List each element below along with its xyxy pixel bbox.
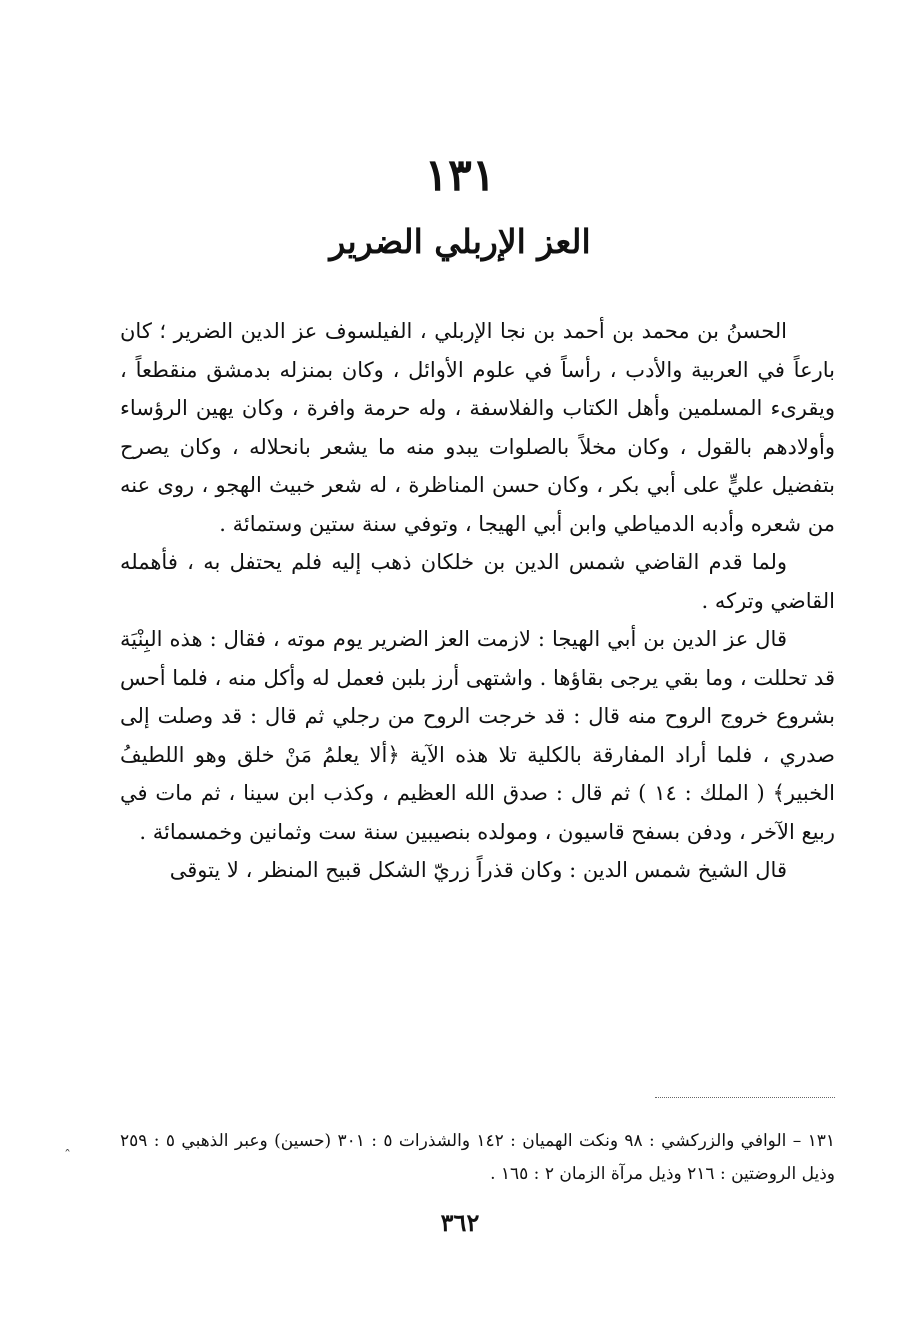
entry-title: العز الإربلي الضرير xyxy=(329,222,591,261)
paragraph: الحسنُ بن محمد بن أحمد بن نجا الإربلي ، الفيلسوف عز الدين الضرير ؛ كان بارعاً في العربية والأدب ، رأساً في علوم الأوائل ، وكان بمنزله بدمشق منقطعاً ، ويقرىء المسلمين وأهل الكتاب والفلاسفة ، وله حرمة وافرة ، وكان يهين الرؤساء وأولادهم بالقول ، وكان مخلاً بالصلوات يبدو منه ما يشعر بانحلاله ، وكان يصرح بتفضيل عليٍّ على أبي بكر ، وكان حسن المناظرة ، له شعر خبيث الهجو ، روى عنه من شعره وأدبه الدمياطي وابن أبي الهيجا ، وتوفي سنة ستين وستمائة . xyxy=(120,319,835,536)
page-number: ٣٦٢ xyxy=(440,1208,480,1237)
footnote: ١٣١ – الوافي والزركشي : ٩٨ ونكت الهميان : ١٤٢ والشذرات ٥ : ٣٠١ (حسين) وعبر الذهبي ٥ : ٢٥٩ وذيل الروضتين : ٢١٦ وذيل مرآة الزمان ٢ : ١٦٥ . xyxy=(120,1131,836,1184)
body-text xyxy=(120,312,835,890)
paragraph: ولما قدم القاضي شمس الدين بن خلكان ذهب إليه فلم يحتفل به ، فأهمله القاضي وتركه . xyxy=(120,550,835,613)
entry-number: ١٣١ xyxy=(424,150,496,201)
paragraph: قال الشيخ شمس الدين : وكان قذراً زريّ الشكل قبيح المنظر ، لا يتوقى xyxy=(169,858,787,882)
paragraph: قال عز الدين بن أبي الهيجا : لازمت العز الضرير يوم موته ، فقال : هذه البِنْيَة قد تحللت ، وما بقي يرجى بقاؤها . واشتهى أرز بلبن فعمل له وأكل منه ، فلما أحس بشروع خروج الروح منه قال : قد خرجت الروح من رجلي ثم قال : قد وصلت إلى صدري ، فلما أراد المفارقة بالكلية تلا هذه الآية ﴿ألا يعلمُ مَنْ خلق وهو اللطيفُ الخبير﴾ ( الملك : ١٤ ) ثم قال : صدق الله العظيم ، وكذب ابن سينا ، ثم مات في ربيع الآخر ، ودفن بسفح قاسيون ، ومولده بنصيبين سنة ست وثمانين وخمسمائة . xyxy=(120,627,835,844)
margin-mark-icon: ˆ xyxy=(64,1148,71,1164)
footnote-divider xyxy=(655,1097,835,1098)
